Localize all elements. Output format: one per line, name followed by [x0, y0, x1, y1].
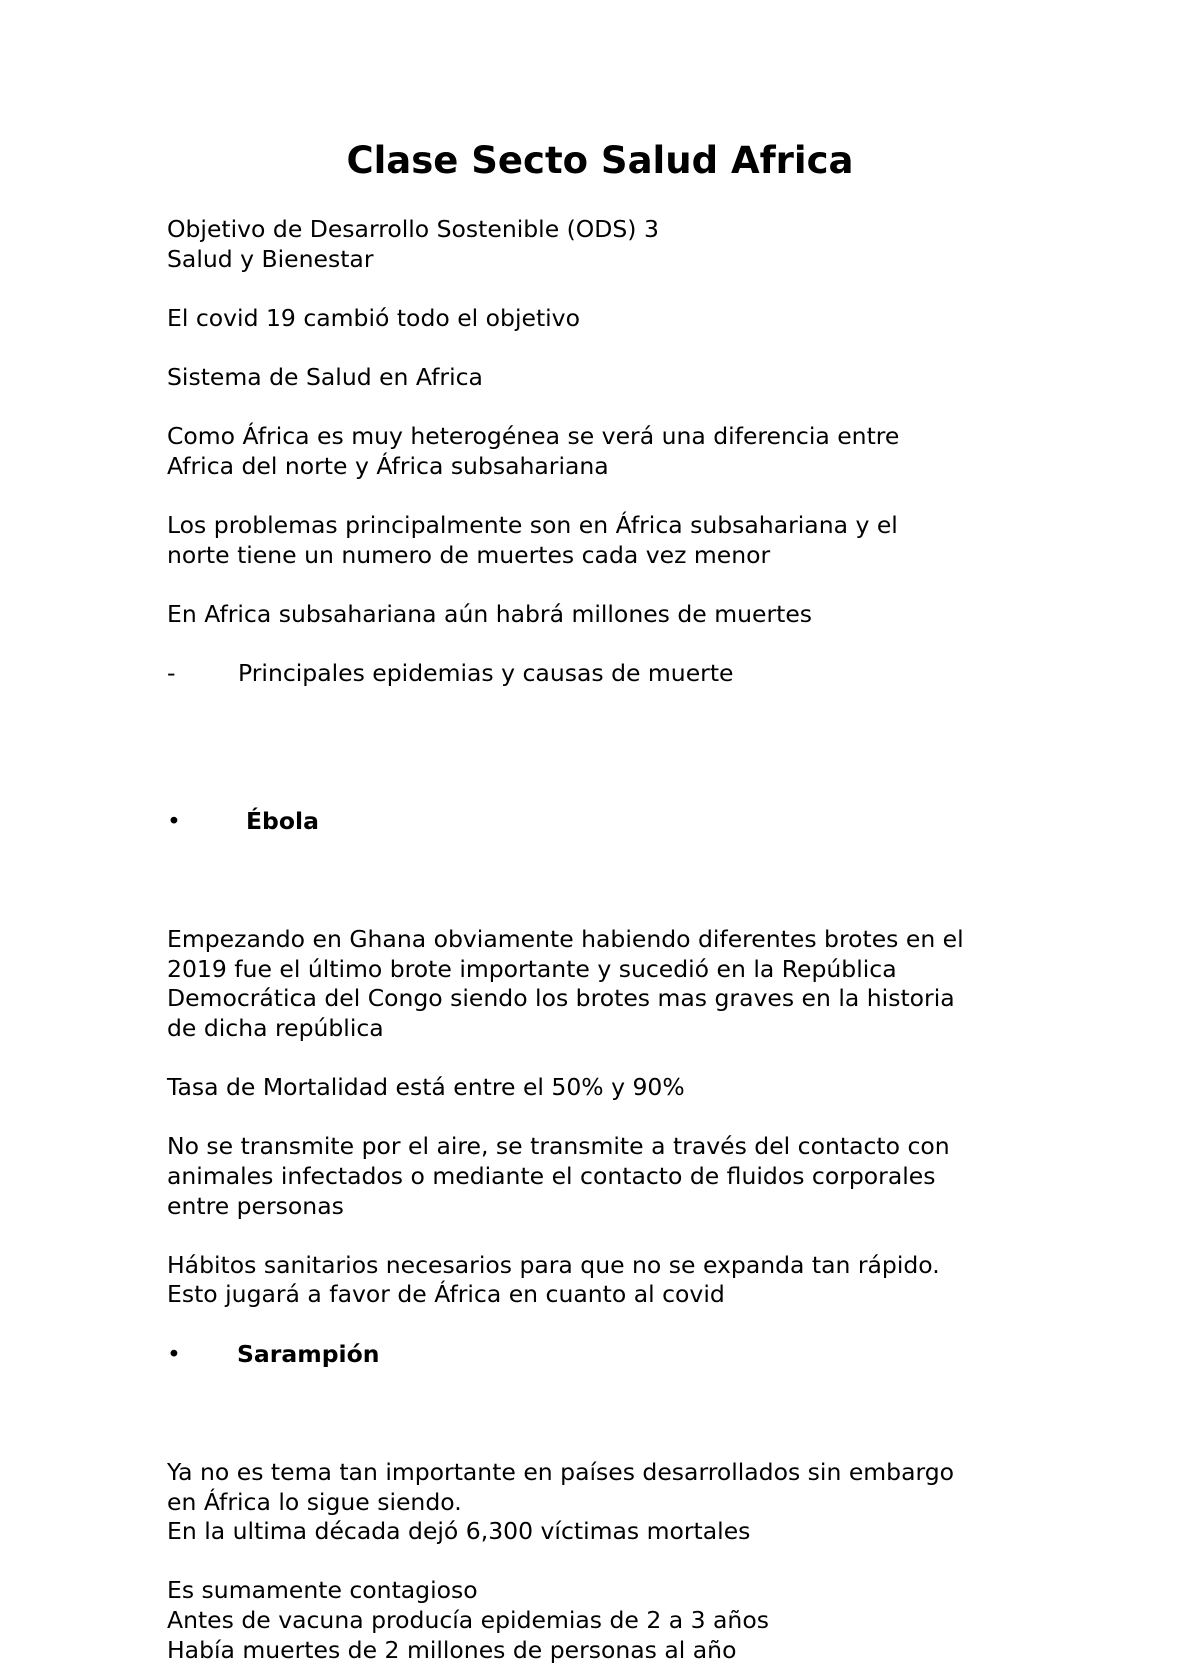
ebola-heading: Ébola [246, 807, 319, 837]
blank-line [167, 570, 1067, 600]
epidemias-list-item [167, 659, 1067, 777]
blank-line [167, 1103, 1067, 1133]
millones-line: En Africa subsahariana aún habrá millones de muertes [167, 600, 1067, 630]
sarampion-paragraph-line-2: en África lo sigue siendo. [167, 1488, 1067, 1518]
sarampion-contagio-line-2: Antes de vacuna producía epidemias de 2 a 3 años [167, 1606, 1067, 1636]
ebola-transmision-line-3: entre personas [167, 1192, 1067, 1222]
ebola-paragraph-line-1: Empezando en Ghana obviamente habiendo diferentes brotes en el [167, 925, 1067, 955]
blank-line [167, 629, 1067, 659]
ebola-transmision-line-2: animales infectados o mediante el contacto de fluidos corporales [167, 1162, 1067, 1192]
bullet-marker: • [167, 1340, 181, 1370]
ebola-transmision-line-1: No se transmite por el aire, se transmite a través del contacto con [167, 1132, 1067, 1162]
ebola-habitos-line-1: Hábitos sanitarios necesarios para que no se expanda tan rápido. [167, 1251, 1067, 1281]
heterogenea-line-1: Como África es muy heterogénea se verá una diferencia entre [167, 422, 1067, 452]
blank-line [167, 481, 1067, 511]
sarampion-heading: Sarampión [237, 1340, 379, 1370]
sarampion-list-item [167, 1340, 1067, 1458]
ebola-tasa-line: Tasa de Mortalidad está entre el 50% y 90% [167, 1073, 1067, 1103]
problemas-line-1: Los problemas principalmente son en África subsahariana y el [167, 511, 1067, 541]
blank-line [167, 274, 1067, 304]
sarampion-contagio-line-1: Es sumamente contagioso [167, 1576, 1067, 1606]
epidemias-heading: Principales epidemias y causas de muerte [238, 659, 734, 689]
dash-marker: - [167, 659, 175, 689]
blank-line [167, 1221, 1067, 1251]
ebola-paragraph-line-4: de dicha república [167, 1014, 1067, 1044]
blank-line [167, 333, 1067, 363]
blank-line [167, 1310, 1067, 1340]
sarampion-contagio-line-3: Había muertes de 2 millones de personas al año [167, 1636, 1067, 1665]
problemas-line-2: norte tiene un numero de muertes cada vez menor [167, 541, 1067, 571]
document-title: Clase Secto Salud Africa [0, 136, 1200, 186]
document-body [167, 215, 1067, 1665]
blank-line [167, 393, 1067, 423]
ebola-habitos-line-2: Esto jugará a favor de África en cuanto al covid [167, 1280, 1067, 1310]
covid-line: El covid 19 cambió todo el objetivo [167, 304, 1067, 334]
ods-line-2: Salud y Bienestar [167, 245, 1067, 275]
blank-line [167, 1547, 1067, 1577]
heterogenea-line-2: Africa del norte y África subsahariana [167, 452, 1067, 482]
blank-line [167, 1044, 1067, 1074]
ebola-paragraph-line-2: 2019 fue el último brote importante y sucedió en la República [167, 955, 1067, 985]
sarampion-paragraph-line-3: En la ultima década dejó 6,300 víctimas mortales [167, 1517, 1067, 1547]
ebola-list-item [167, 807, 1067, 925]
bullet-marker: • [167, 807, 181, 837]
ebola-paragraph-line-3: Democrática del Congo siendo los brotes mas graves en la historia [167, 984, 1067, 1014]
sarampion-paragraph-line-1: Ya no es tema tan importante en países desarrollados sin embargo [167, 1458, 1067, 1488]
sistema-line: Sistema de Salud en Africa [167, 363, 1067, 393]
ods-line-1: Objetivo de Desarrollo Sostenible (ODS) 3 [167, 215, 1067, 245]
blank-line [167, 777, 1067, 807]
